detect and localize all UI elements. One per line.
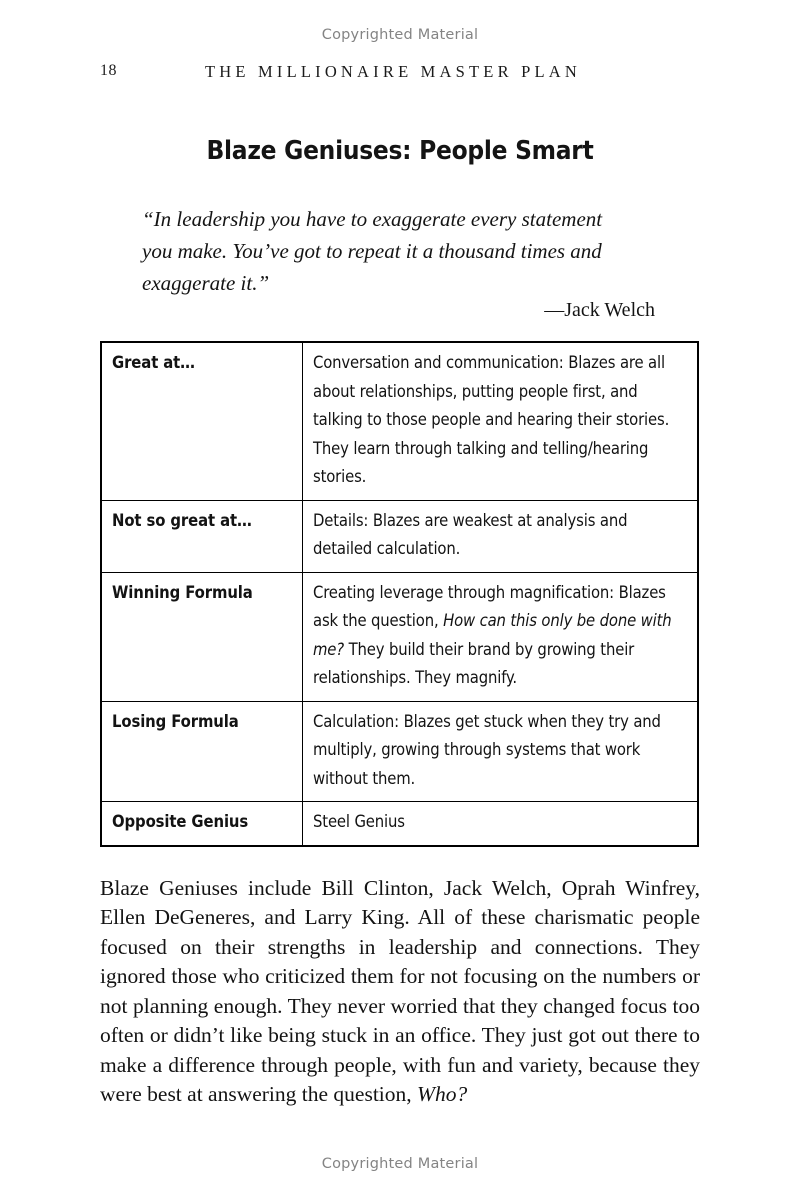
trait-table-body <box>101 342 698 846</box>
trait-value <box>303 572 699 701</box>
trait-label-text: Opposite Genius <box>112 812 249 831</box>
table-row <box>101 500 698 572</box>
trait-label-text: Not so great at… <box>112 510 252 530</box>
copyright-watermark-bottom: Copyrighted Material <box>321 1156 479 1172</box>
table-row <box>101 701 698 802</box>
trait-value-post: They build their brand by growing their relationships. They magnify. <box>313 639 635 687</box>
table-row <box>101 572 698 701</box>
trait-label <box>101 802 303 846</box>
trait-value <box>303 500 699 572</box>
trait-value-text <box>313 812 405 831</box>
trait-label-text: Losing Formula <box>112 711 239 731</box>
table-row <box>101 342 698 500</box>
trait-value-pre: Creating leverage through magnification: Blazes ask the question, <box>313 582 666 630</box>
genius-trait-table <box>100 341 699 847</box>
trait-value <box>303 342 699 500</box>
trait-value <box>303 701 699 802</box>
trait-value-italic: How can this only be done with me? <box>313 611 672 659</box>
trait-value-text <box>313 511 627 559</box>
table-row <box>101 802 698 846</box>
epigraph-quote: “In leadership you have to exaggerate every statement you make. You’ve got to repeat it a thousand times and exaggerate it.” <box>142 207 603 295</box>
trait-value-text <box>313 583 672 688</box>
copyright-watermark-top: Copyrighted Material <box>321 27 479 43</box>
body-paragraph-italic: Who? <box>417 1082 468 1106</box>
epigraph <box>142 203 655 321</box>
trait-label <box>101 572 303 701</box>
trait-value-text <box>313 712 661 788</box>
trait-label <box>101 342 303 500</box>
trait-value-pre: Conversation and communication: Blazes are all about relationships, putting people first, and talking to those people and hearing their stories. They learn through talking and telling/hearing stories. <box>313 353 670 486</box>
trait-value-pre: Details: Blazes are weakest at analysis and detailed calculation. <box>313 510 628 558</box>
trait-value-pre: Calculation: Blazes get stuck when they try and multiply, growing through systems that work without them. <box>313 711 661 788</box>
trait-label <box>101 701 303 802</box>
trait-value-pre: Steel Genius <box>313 812 405 831</box>
trait-value-text <box>313 353 669 486</box>
running-head <box>100 62 700 86</box>
trait-label <box>101 500 303 572</box>
running-title: THE MILLIONAIRE MASTER PLAN <box>205 62 582 81</box>
body-paragraph <box>100 874 700 1110</box>
page-title: Blaze Geniuses: People Smart <box>206 136 594 166</box>
epigraph-attribution: —Jack Welch <box>544 299 655 321</box>
trait-value <box>303 802 699 846</box>
trait-label-text: Winning Formula <box>112 582 253 602</box>
page-number: 18 <box>100 62 117 79</box>
trait-label-text: Great at… <box>112 353 195 372</box>
body-paragraph-pre: Blaze Geniuses include Bill Clinton, Jack Welch, Oprah Winfrey, Ellen DeGeneres, and Larry King. All of these charismatic people focused on their strengths in leadership and connections. They ignored those who criticized them for not focusing on the numbers or not planning enough. They never worried that they changed focus too often or didn’t like being stuck in an office. They just got out there to make a difference through people, with fun and variety, because they were best at answering the question, <box>100 875 700 1106</box>
